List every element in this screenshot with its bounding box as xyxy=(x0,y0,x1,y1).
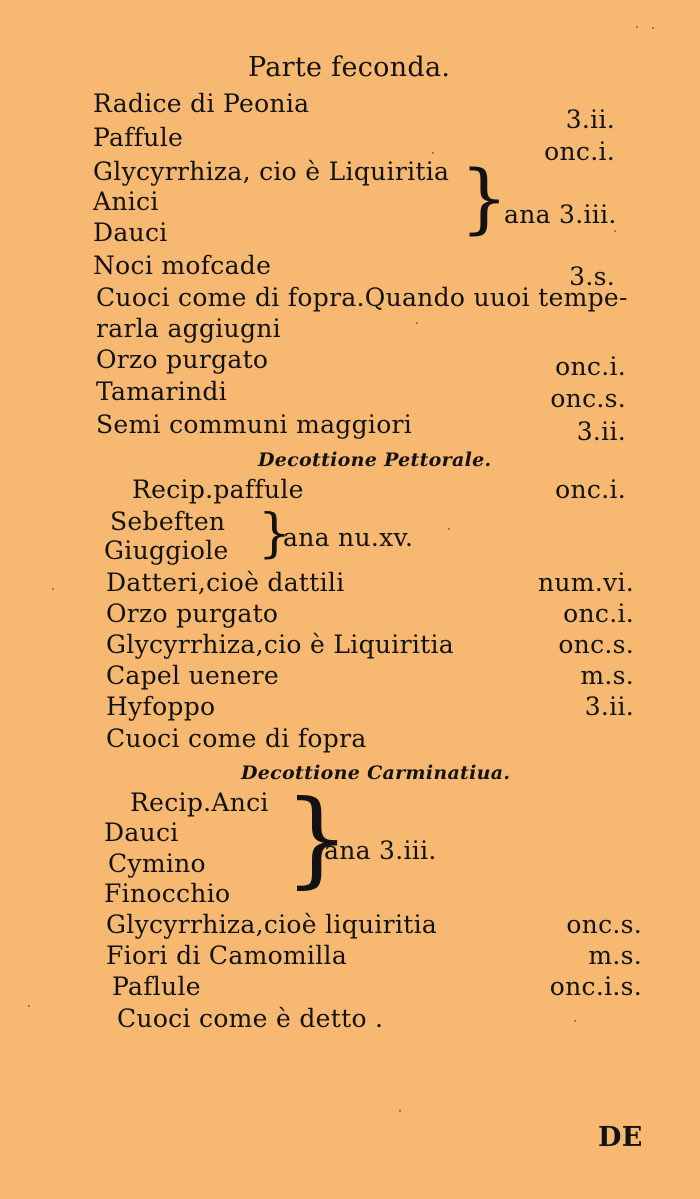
ingredient-qty: m.s. xyxy=(588,941,642,970)
ingredient-qty: onc.s. xyxy=(550,384,626,413)
paper-speck xyxy=(448,528,450,530)
ingredient-qty: onc.i. xyxy=(555,352,626,381)
curly-brace-icon: } xyxy=(258,504,292,564)
ingredient-qty: onc.s. xyxy=(558,630,634,659)
ingredient-name: Capel uenere xyxy=(106,661,279,690)
curly-brace-icon: } xyxy=(284,777,351,899)
ingredient-qty: m.s. xyxy=(580,661,634,690)
ingredient-qty: 3.ii. xyxy=(565,105,615,134)
ingredient-qty: onc.i. xyxy=(563,599,634,628)
ingredient-name: Glycyrrhiza,cioè liquiritia xyxy=(106,910,438,939)
ingredient-qty: onc.i. xyxy=(544,137,615,166)
ingredient-name: Datteri,cioè dattili xyxy=(106,568,345,597)
ingredient-qty: 3.ii. xyxy=(576,417,626,446)
page-heading: Parte feconda. xyxy=(248,52,451,83)
ingredient-name: Tamarindi xyxy=(96,377,227,406)
instruction-text: Cuoci come di fopra xyxy=(106,724,367,753)
ingredient-qty: onc.s. xyxy=(566,910,642,939)
ingredient-qty: num.vi. xyxy=(537,568,634,597)
ingredient-name: Radice di Peonia xyxy=(93,89,310,118)
brace-label: ana 3.iii. xyxy=(504,200,617,229)
ingredient-name: Cymino xyxy=(108,849,206,878)
ingredient-name: Orzo purgato xyxy=(96,345,269,374)
section-title: Decottione Carminatiua. xyxy=(241,762,511,784)
paper-speck xyxy=(432,152,434,154)
recipe-start: Recip.paffule xyxy=(132,475,304,504)
ingredient-name: Anici xyxy=(93,187,159,216)
paper-speck xyxy=(652,27,654,29)
ingredient-name: Fiori di Camomilla xyxy=(106,941,348,970)
ingredient-name: Paffule xyxy=(93,123,184,152)
ingredient-name: Orzo purgato xyxy=(106,599,279,628)
ingredient-name: Paflule xyxy=(112,972,201,1001)
ingredient-name: Noci mofcade xyxy=(93,251,272,280)
ingredient-qty: 3.s. xyxy=(569,262,615,291)
ingredient-name: Hyfoppo xyxy=(106,692,216,721)
brace-label: ana 3.iii. xyxy=(324,836,437,865)
paper-speck xyxy=(636,26,638,28)
ingredient-name: Glycyrrhiza,cio è Liquiritia xyxy=(106,630,454,659)
brace-label: ana nu.xv. xyxy=(283,523,414,552)
paper-speck xyxy=(28,1005,30,1007)
ingredient-name: Dauci xyxy=(104,818,179,847)
catchword: DE xyxy=(598,1122,643,1153)
ingredient-name: Sebeften xyxy=(110,507,226,536)
ingredient-name: Finocchio xyxy=(104,879,231,908)
curly-brace-icon: } xyxy=(460,153,509,242)
ingredient-name: Semi communi maggiori xyxy=(96,410,413,439)
recipe-start: Recip.Anci xyxy=(130,788,269,817)
instruction-text: Cuoci come di fopra.Quando uuoi tempe- xyxy=(96,283,628,312)
ingredient-qty: 3.ii. xyxy=(584,692,634,721)
instruction-text: Cuoci come è detto . xyxy=(117,1004,384,1033)
ingredient-name: Glycyrrhiza, cio è Liquiritia xyxy=(93,157,450,186)
ingredient-name: Giuggiole xyxy=(104,536,229,565)
ingredient-name: Dauci xyxy=(93,218,168,247)
paper-speck xyxy=(416,322,418,324)
paper-speck xyxy=(574,1020,576,1022)
paper-speck xyxy=(614,230,616,232)
instruction-text: rarla aggiugni xyxy=(96,314,281,343)
paper-speck xyxy=(399,1110,401,1112)
section-title: Decottione Pettorale. xyxy=(258,449,492,471)
ingredient-qty: onc.i.s. xyxy=(549,972,642,1001)
paper-speck xyxy=(52,588,54,590)
ingredient-qty: onc.i. xyxy=(555,475,626,504)
